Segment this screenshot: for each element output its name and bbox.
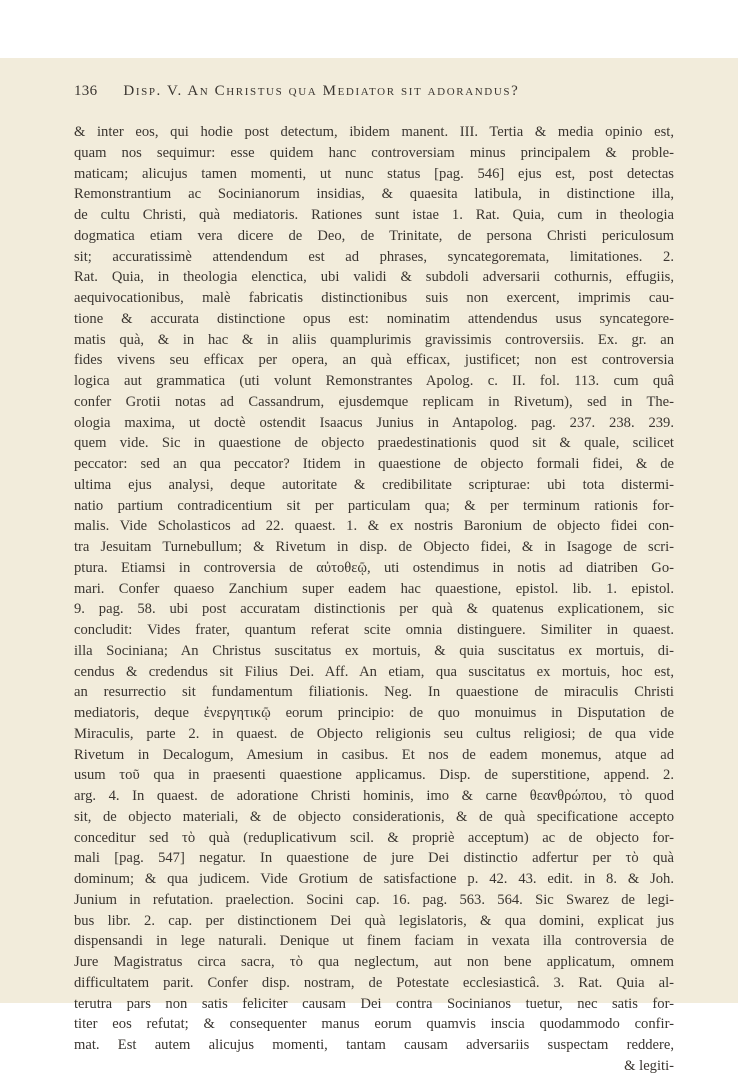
text-line: mari. Confer quaeso Zanchium super eadem hac quaestione, epistol. lib. 1. epistol. xyxy=(74,580,674,597)
text-line: difficultatem parit. Confer disp. nostram, de Potestate ecclesiasticâ. 3. Rat. Quia al- xyxy=(74,974,674,991)
text-line: concludit: Vides frater, quantum referat scite omnia distinguere. Similiter in quaest. xyxy=(74,622,674,638)
book-page xyxy=(0,58,738,1074)
text-line: usum τοῦ qua in praesenti quaestione applicamus. Disp. de superstitione, append. 2. xyxy=(74,767,674,784)
text-line: & legiti- xyxy=(624,1057,674,1074)
text-line: mat. Est autem alicujus momenti, tantam causam adversariis suspectam reddere, xyxy=(74,1037,674,1053)
text-line: dispensandi in lege naturali. Denique ut finem faciam in vexata illa controversia de xyxy=(74,933,674,950)
text-line: Rat. Quia, in theologia elenctica, ubi validi & subdoli adversarii cothurnis, effugiis, xyxy=(74,269,674,286)
text-line: malis. Vide Scholasticos ad 22. quaest. 1. & ex nostris Baronium de objecto fidei con- xyxy=(74,518,674,535)
text-line: peccator: sed an qua peccator? Itidem in quaestione de objecto formali fidei, & de xyxy=(74,456,674,472)
text-line: ultima ejus analysi, deque autoritate & credibilitate scripturae: ubi tota distermi- xyxy=(74,476,674,493)
text-line: 9. pag. 58. ubi post accuratam distinctionis per quà & quatenus explicationem, sic xyxy=(74,601,674,618)
text-line: mali [pag. 547] negatur. In quaestione de jure Dei distinctio adfertur per τὸ quà xyxy=(74,850,674,867)
text-line: dogmatica etiam vera dicere de Deo, de Trinitate, de persona Christi periculosum xyxy=(74,227,674,244)
text-line: Remonstrantium ac Socinianorum insidias, & quaesita latibula, in distinctione illa, xyxy=(74,186,674,203)
running-head xyxy=(74,83,674,100)
text-line: tione & accurata distinctione opus est: nominatim attendendus usus syncategore- xyxy=(74,310,674,327)
text-line: conceditur sed τὸ quà (reduplicativum scil. & propriè acceptum) ac de objecto for- xyxy=(74,829,674,846)
text-line: & inter eos, qui hodie post detectum, ibidem manent. III. Tertia & media opinio est, xyxy=(74,124,674,140)
page-number: 136 xyxy=(74,83,98,99)
text-line: cendus & credendus sit Filius Dei. Aff. An etiam, qua suscitatus ex mortuis, hoc est, xyxy=(74,663,674,680)
text-line: Rivetum in Decalogum, Amesium in casibus. Et nos de eadem monemus, atque ad xyxy=(74,746,674,763)
text-line: fides vivens seu efficax per opera, an quà efficax, justificet; non est controversia xyxy=(74,352,674,369)
text-line: ptura. Etiamsi in controversia de αὐτοθεῷ, uti ostendimus in notis ad diatriben Go- xyxy=(74,559,674,576)
text-line: illa Sociniana; An Christus suscitatus ex mortuis, & quia suscitatus ex mortuis, di- xyxy=(74,642,674,659)
text-line: de cultu Christi, quà mediatoris. Rationes sunt istae 1. Rat. Quia, cum in theologia xyxy=(74,207,674,223)
text-line: matis quà, & in hac & in aliis quamplurimis gravissimis controversiis. Ex. gr. an xyxy=(74,331,674,348)
text-line: an resurrectio sit fundamentum filiationis. Neg. In quaestione de miraculis Christi xyxy=(74,684,674,701)
text-line: sit, de objecto materiali, & de objecto considerationis, & de quà specificatione accepto xyxy=(74,808,674,825)
text-line: bus libr. 2. cap. per distinctionem Dei quà legislatoris, & qua domini, explicat jus xyxy=(74,912,674,929)
text-line: arg. 4. In quaest. de adoratione Christi hominis, imo & carne θεανθρώπου, τὸ quod xyxy=(74,788,674,804)
text-line: sit; accuratissimè attendendum est ad phrases, syncategoremata, limitationes. 2. xyxy=(74,248,674,265)
body-text xyxy=(74,122,674,1077)
text-line: Miraculis, parte 2. in quaest. de Objecto religionis seu cultus religiosi; de qua vide xyxy=(74,725,674,742)
text-line: quem vide. Sic in quaestione de objecto praedestinationis quod sit & quale, scilicet xyxy=(74,435,674,452)
running-title: Disp. V. An Christus qua Mediator sit adorandus? xyxy=(123,83,520,99)
text-line: dominum; & qua judicem. Vide Grotium de satisfactione p. 42. 43. edit. in 8. & Joh. xyxy=(74,871,674,887)
text-line: natio partium contradicentium sit per particulam qua; & per terminum rationis for- xyxy=(74,497,674,514)
text-line: ologia maxima, ut doctè ostendit Isaacus Junius in Antapolog. pag. 237. 238. 239. xyxy=(74,414,674,431)
text-line: mediatoris, deque ἐνεργητικῷ eorum principio: de quo monuimus in Disputation de xyxy=(74,705,674,721)
text-line: maticam; alicujus tamen momenti, ut nunc status [pag. 546] ejus est, post detectas xyxy=(74,165,674,182)
text-line: titer eos refutat; & consequenter manus eorum quamvis inscia quodammodo confir- xyxy=(74,1016,674,1033)
text-line: terutra pars non satis feliciter causam Dei contra Socinianos tuetur, nec satis for- xyxy=(74,995,674,1012)
text-line: Junium in refutation. praelection. Socini cap. 16. pag. 563. 564. Sic Swarez de legi- xyxy=(74,891,674,908)
text-line: Jure Magistratus circa sacra, τὸ qua neglectum, aut non bene applicatum, omnem xyxy=(74,954,674,970)
text-line: tra Jesuitam Turnebullum; & Rivetum in disp. de Objecto fidei, & in Isagoge de scri- xyxy=(74,539,674,555)
text-line: aequivocationibus, malè fabricatis distinctionibus suis non exercent, imprimis cau- xyxy=(74,290,674,306)
text-line: confer Grotii notas ad Cassandrum, ejusdemque replicam in Rivetum), sed in The- xyxy=(74,393,674,410)
text-line: logica aut grammatica (uti volunt Remonstrantes Apolog. c. II. fol. 113. cum quâ xyxy=(74,373,674,389)
text-line: quam nos sequimur: esse quidem hanc controversiam minus principalem & proble- xyxy=(74,144,674,161)
